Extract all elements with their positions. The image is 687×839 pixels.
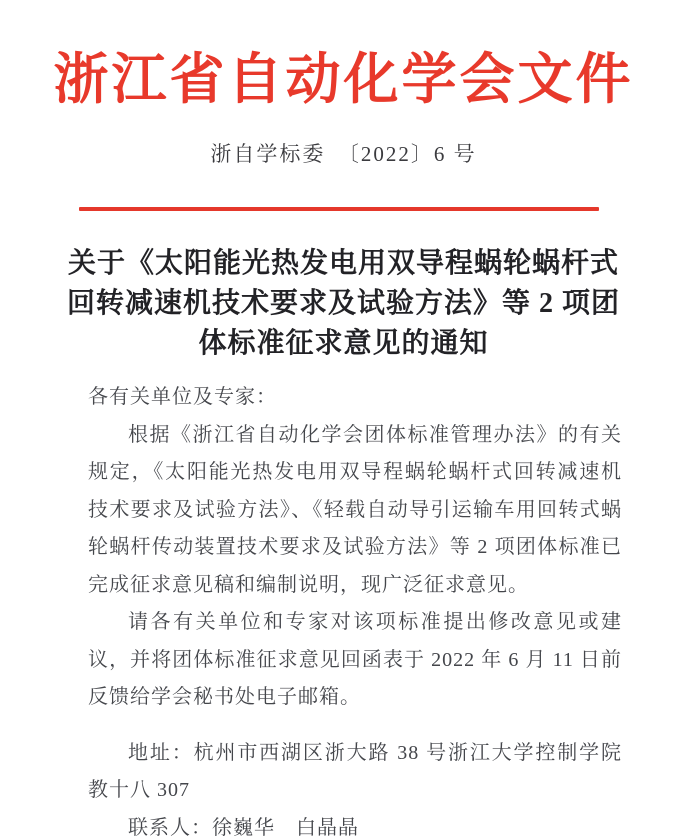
body-paragraph-2: 请各有关单位和专家对该项标准提出修改意见或建议，并将团体标准征求意见回函表于 2022 年 6 月 11 日前反馈给学会秘书处电子邮箱。 <box>88 611 622 708</box>
notice-title-line-1: 关于《太阳能光热发电用双导程蜗轮蜗杆式 <box>67 248 619 279</box>
notice-title-line-2: 回转减速机技术要求及试验方法》等 2 项团 <box>66 288 620 319</box>
notice-title <box>0 244 687 364</box>
address-line: 地址：杭州市西湖区浙大路 38 号浙江大学控制学院教十八 307 <box>88 741 622 801</box>
salutation-line: 各有关单位及专家： <box>88 386 277 408</box>
header-divider-line <box>79 207 599 211</box>
notice-title-line-3: 体标准征求意见的通知 <box>198 328 489 359</box>
body-paragraph-1: 根据《浙江省自动化学会团体标准管理办法》的有关规定，《太阳能光热发电用双导程蜗轮蜗杆式回转减速机技术要求及试验方法》、《轻载自动导引运输车用回转式蜗轮蜗杆传动装置技术要求及试验方法》等 2 项团体标准已完成征求意见稿和编制说明，现广泛征求意见。 <box>88 423 622 596</box>
red-header-org-title: 浙江省自动化学会文件 <box>53 49 634 110</box>
document-body <box>88 379 622 839</box>
contact-line: 联系人：徐巍华 白晶晶 <box>128 816 359 839</box>
document-number: 浙自学标委 〔2022〕6 号 <box>210 142 477 166</box>
